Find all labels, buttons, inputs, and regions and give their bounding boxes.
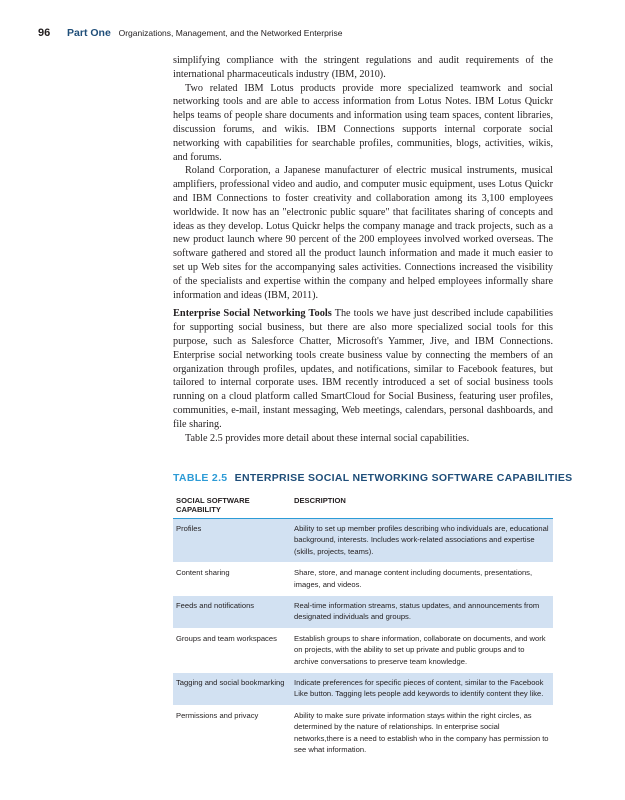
column-header-capability: SOCIAL SOFTWARE CAPABILITY [176, 496, 250, 514]
table-row [173, 706, 553, 762]
column-header-description: DESCRIPTION [294, 496, 346, 505]
row-description: Ability to make sure private information stays within the right circles, as determined by the nature of relationships. In enterprise social networks,there is a need to establish who in the company has permission to see what information. [294, 710, 549, 755]
paragraph-1: simplifying compliance with the stringent regulations and audit requirements of the international pharmaceuticals industry (IBM, 2010). [173, 55, 553, 80]
row-description: Share, store, and manage content including documents, presentations, images, and videos. [294, 568, 533, 589]
row-capability: Permissions and privacy [176, 710, 259, 720]
row-capability: Groups and team workspaces [176, 633, 277, 643]
paragraph-4-text: The tools we have just described include capabilities for supporting social business, but there are also more specialized social tools for this purpose, such as Salesforce Chatter, Microsoft's Yammer, Jive, and IBM Connections. Enterprise social networking tools create business value by connecting the members of an organization through profiles, updates, and notifications, similar to Facebook features, but tailored to internal corporate uses. IBM recently introduced a set of social business tools running on a cloud platform called SmartCloud for Social Business, featuring user profiles, communities, e-mail, instant messaging, Web meetings, calendars, personal dashboards, and file sharing. [173, 308, 553, 430]
running-header [38, 27, 343, 39]
table-row [173, 519, 553, 563]
paragraph-2: Two related IBM Lotus products provide more specialized teamwork and social networking tools and are able to access information from Lotus Notes. IBM Lotus Quickr helps teams of people share documents and information using team spaces, content libraries, discussion forums, and wikis. IBM Connections supports internal corporate social networking with capabilities for searchable profiles, communities, blogs, activities, wikis, and forums. [173, 82, 553, 163]
row-capability: Feeds and notifications [176, 601, 255, 611]
table-row [173, 629, 553, 673]
table-2-5 [173, 472, 573, 762]
part-label: Part One [67, 27, 111, 39]
table-row [173, 563, 553, 596]
paragraph-4 [173, 307, 553, 431]
table-caption [173, 472, 573, 490]
row-capability: Content sharing [176, 568, 230, 578]
row-capability: Profiles [176, 524, 202, 533]
paragraph-5: Table 2.5 provides more detail about these internal social capabilities. [185, 432, 470, 444]
row-description: Establish groups to share information, collaborate on documents, and work on projects, with the ability to set up private and public groups and to archive conversations to preserve team knowledge. [294, 633, 546, 666]
row-description: Ability to set up member profiles describing who individuals are, educational background, interests. Includes work-related associations and expertise (skills, projects, teams). [294, 524, 549, 556]
paragraph-3: Roland Corporation, a Japanese manufacturer of electric musical instruments, musical amplifiers, professional video and audio, and computer music equipment, uses Lotus Quickr and IBM Connections to foster creativity and collaboration among its 3,100 employees worldwide. It now has an "electronic public square" that facilitates sharing of concepts and ideas as they develop. Lotus Quickr helps the company manage and track projects, such as a new product launch where 90 percent of the 200 employees involved worked overseas. The software gathered and stored all the product launch information and made it much easier to set up Web sites for the accompanying sales activities. Connections increased the visibility of the specialists and expertise within the company and helped employees informally share information and ideas (IBM, 2011). [173, 165, 553, 301]
page-number: 96 [38, 27, 51, 39]
part-title: Organizations, Management, and the Networked Enterprise [118, 28, 343, 38]
row-capability: Tagging and social bookmarking [176, 678, 285, 688]
table-number: TABLE 2.5 [173, 472, 228, 484]
table-title: ENTERPRISE SOCIAL NETWORKING SOFTWARE CAPABILITIES [234, 472, 573, 484]
table-row [173, 673, 553, 706]
row-description: Real-time information streams, status updates, and announcements from designated individuals and groups. [294, 601, 540, 622]
table-header [173, 494, 553, 519]
table-row [173, 596, 553, 629]
body-text [173, 54, 553, 445]
section-heading: Enterprise Social Networking Tools [173, 308, 332, 320]
row-description: Indicate preferences for specific pieces of content, similar to the Facebook Like button. Tagging lets people add keywords to identify content they like. [294, 678, 544, 699]
